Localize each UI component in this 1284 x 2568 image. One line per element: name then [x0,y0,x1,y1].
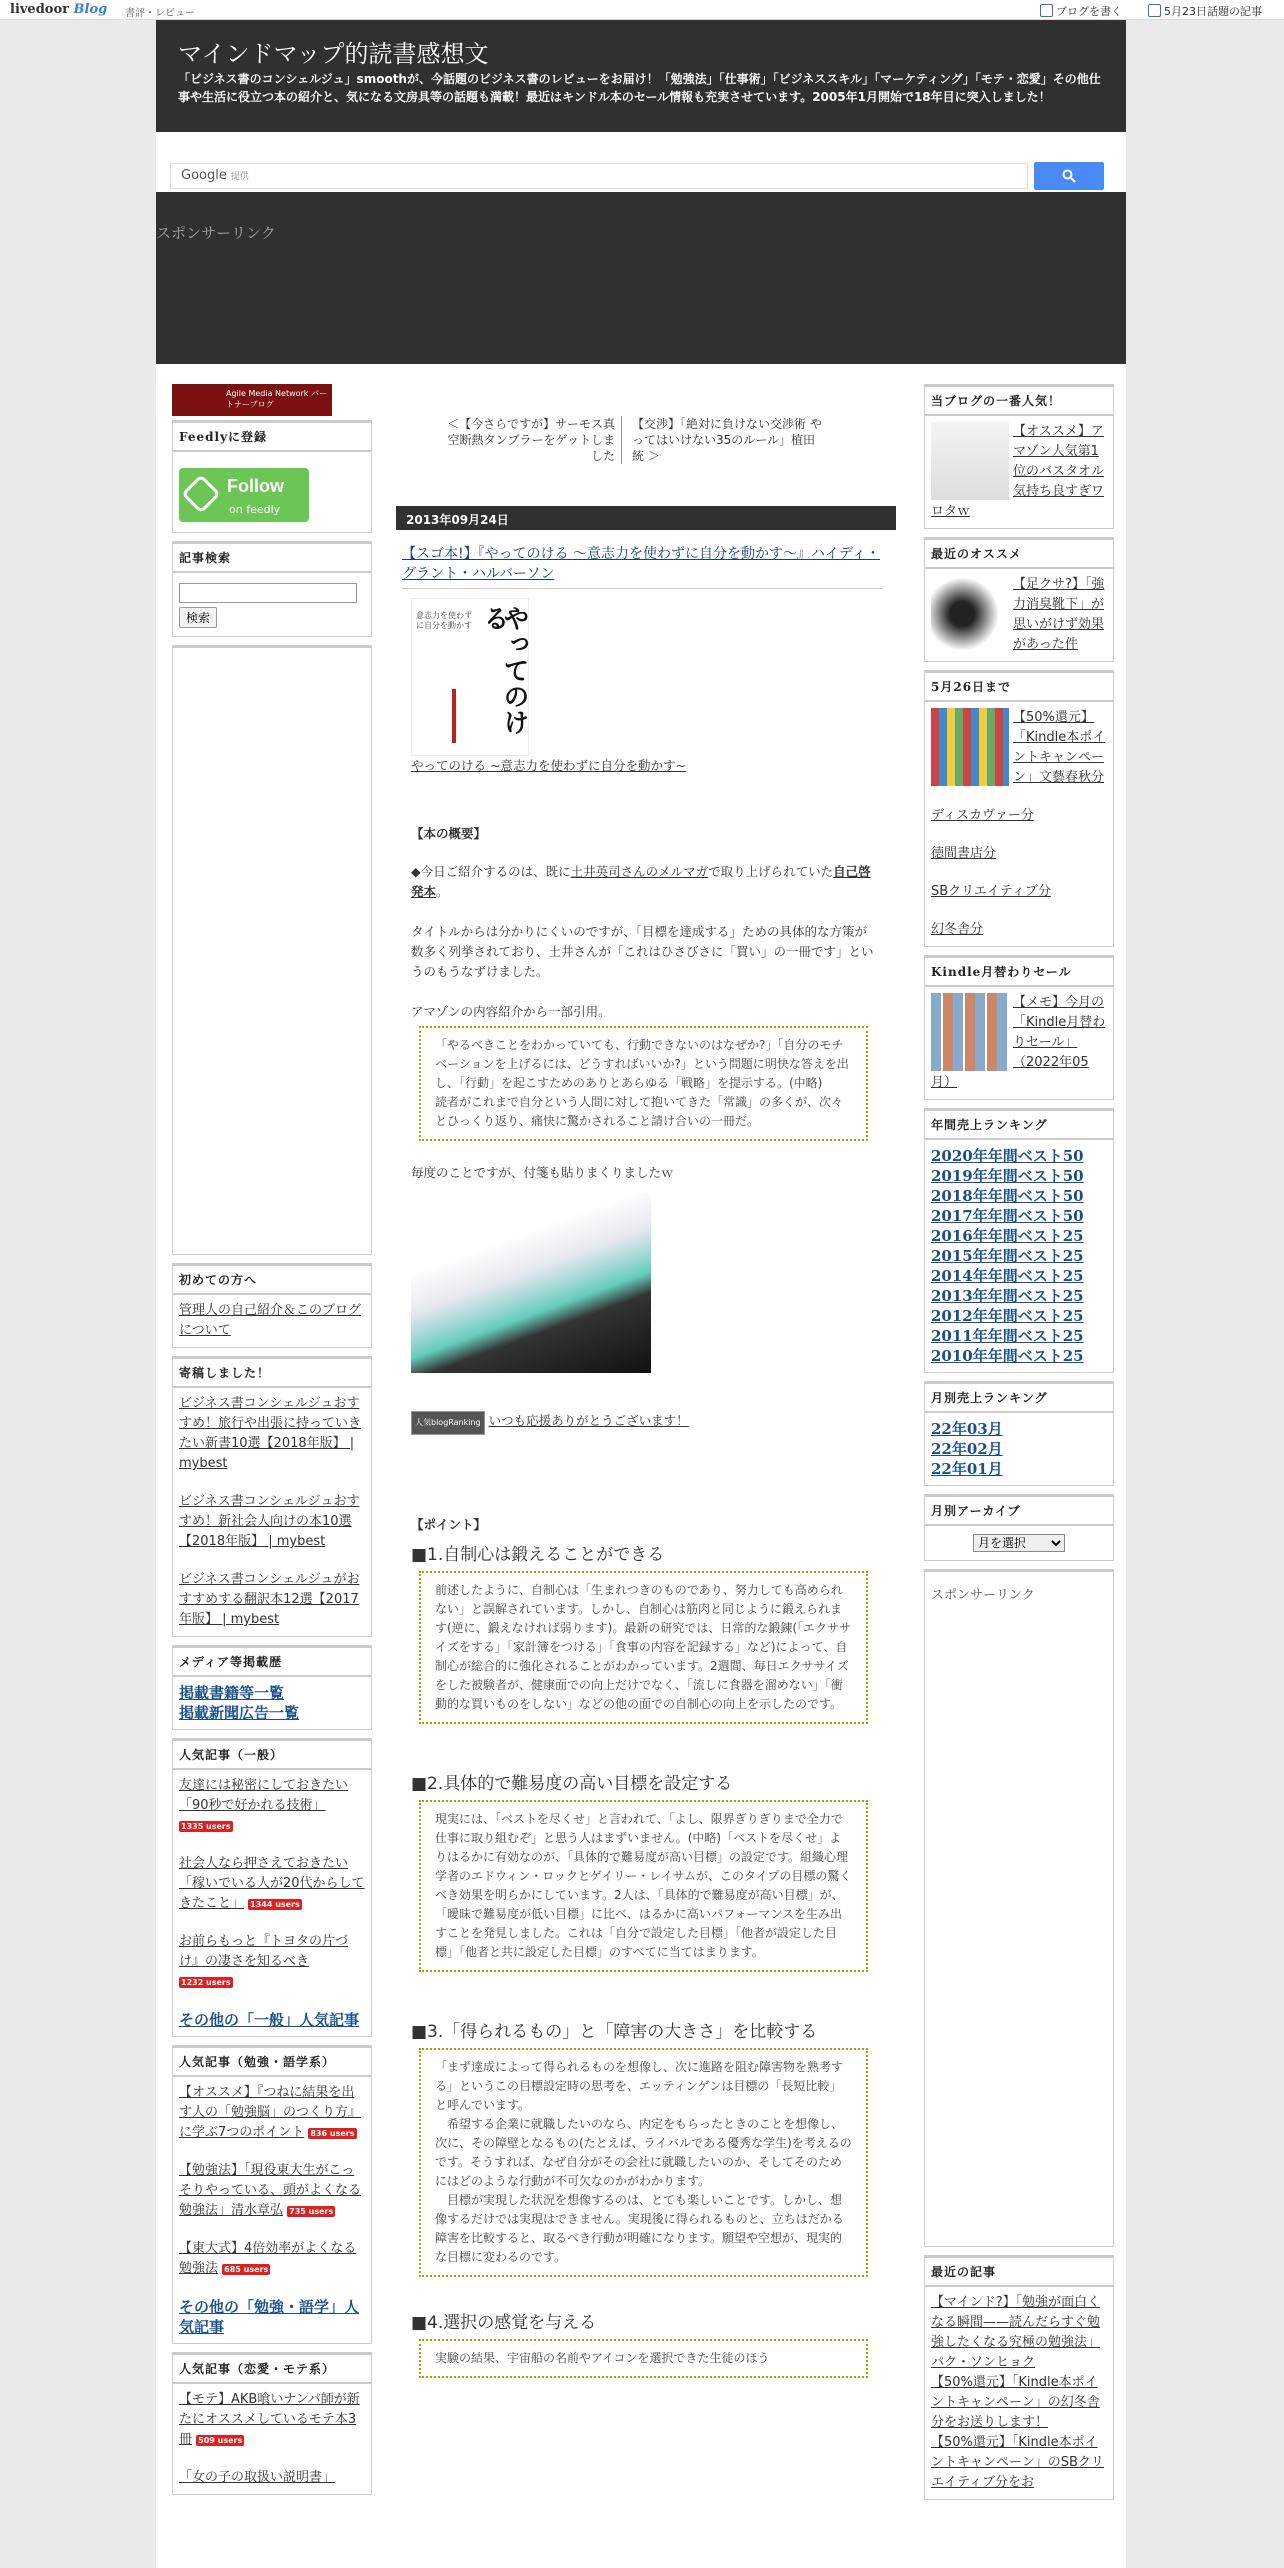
recent-article-link[interactable]: 【50%還元】「Kindle本ポイントキャンペーン」の幻冬舎分をお送りします！ [931,2375,1100,2430]
list-item[interactable] [179,1854,365,1914]
book-cover-title: やってのける [479,605,529,735]
section-points: 【ポイント】 [411,1517,487,1532]
topic-articles-link[interactable]: 5月23日話題の記事 [1148,3,1262,19]
list-item[interactable] [179,2390,365,2450]
list-item[interactable] [179,2161,365,2221]
paragraph: 毎度のことですが、付箋も貼りまくりましたｗ [411,1165,674,1180]
monthly-ranking-link[interactable]: 22年03月 [931,1420,1003,1438]
blockquote: 現実には、「ベストを尽くせ」と言われて、「よし、限界ぎりぎりまで全力で仕事に取り組むぞ」と思う人はまずいません。(中略)「ベストを尽くせ」よりはるかに有効なのが、「具体的で難易度が高い目標」の設定です。組織心理学者のエドウィン・ロックとゲイリー・レイサムが、このタイプの目標の驚くべき効果を明らかにしています。2人は、「具体的で難易度が高い目標」が、「曖昧で難易度が低い目標」に比べ、はるかに高いパフォーマンスを生み出すことを発見しました。これは「自分で設定した目標」「他者が設定した目標」「他者と共に設定した目標」のすべてに当てはまります。 [419,1800,868,1972]
sponsor-area [156,192,1126,364]
article-link[interactable]: 【足クサ?】「強力消臭靴下」が思いがけず効果があった件 [1013,577,1105,652]
media-ads-link[interactable]: 掲載新聞広告一覧 [179,1704,300,1722]
first-visitor-widget [172,1263,372,1348]
yearly-ranking-link[interactable]: 2018年年間ベスト50 [931,1187,1084,1205]
feedly-icon [181,474,221,514]
blockquote: 「まず達成によって得られるものを想像し、次に進路を阻む障害物を熟考する」というこの目標設定時の思考を、エッティンゲンは目標の「長短比較」と呼んでいます。 希望する企業に就職したいのなら、内定をもらったときのことを想像し、次に、その障壁となるもの(たとえば、ライバルである優秀な学生)を考えるのです。そうすれば、なぜ自分がその会社に就職したいのか、そしてそのためにはどのような行動が不可欠なのかがわかります。 目標が実現した状況を想像するのは、とても楽しいことです。しかし、想像するだけでは実現はできません。実現後に得られるものと、立ちはだかる障害を比較すると、取るべき行動が明確になります。願望や空想が、現実的な目標に変わるのです。 [419,2048,868,2277]
post-title-link[interactable]: 【スゴ本!】『やってのける ～意志力を使わずに自分を動かす～』ハイディ・グラント・ハルバーソン [402,546,880,582]
section-overview: 【本の概要】 [411,826,487,841]
prev-post-link[interactable]: ＜【今さらですが】サーモス真空断熱タンブラーをゲットしました [436,416,622,464]
ranking-link[interactable]: いつも応援ありがとうございます！ [488,1413,689,1428]
article-link[interactable]: 【50%還元】「Kindle本ポイントキャンペーン」文藝春秋分 [1013,710,1106,785]
point-heading: ■2.具体的で難易度の高い目標を設定する [411,1774,733,1794]
article-link[interactable]: 【モテ】AKB喰いナンパ師が新たにオススメしているモテ本3冊 [179,2392,360,2447]
blog-description: 「ビジネス書のコンシェルジュ」smoothが、今話題のビジネス書のレビューをお届け！「勉強法」「仕事術」「ビジネススキル」「マーケティング」「モテ・恋愛」その他仕事や生活に役立つ本の紹介と、気になる文房具等の話題も満載！最近はキンドル本のセール情報も充実させています。2005年1月開始で18年目に突入しました！ [178,72,1101,104]
list-item[interactable] [179,1932,365,1992]
hatena-users-badge: 735 users [289,2207,334,2216]
article-link[interactable]: 【勉強法】「現役東大生がこっそりやっている、頭がよくなる勉強法」清水章弘 [179,2163,362,2218]
article-search-button[interactable]: 検索 [179,607,217,628]
feedly-follow-button[interactable] [179,468,309,522]
book-cover-image[interactable] [411,598,529,756]
yearly-ranking-link[interactable]: 2020年年間ベスト50 [931,1147,1084,1165]
sale-link[interactable]: 徳間書店分 [931,846,997,861]
contrib-link[interactable]: ビジネス書コンシェルジュおすすめ！新社会人向けの本10選【2018年版】 | mybest [179,1494,360,1549]
recent-article-link[interactable]: 【50%還元】「Kindle本ポイントキャンペーン」のSBクリエイティブ分をお [931,2435,1104,2490]
widget-title: Kindle月替わりセール [925,958,1113,987]
ranking-row [411,1411,876,1435]
widget-title: 月別アーカイブ [925,1497,1113,1526]
sponsor-label: スポンサーリンク [931,1588,1035,1603]
sticky-notes-photo[interactable] [411,1193,651,1373]
article-link[interactable]: 【東大式】4倍効率がよくなる勉強法 [179,2241,357,2276]
blog-header [156,20,1126,132]
yearly-ranking-link[interactable]: 2015年年間ベスト25 [931,1247,1084,1265]
yearly-ranking-widget [924,1108,1114,1373]
widget-title: 寄稿しました！ [173,1359,371,1388]
widget-title: 人気記事（勉強・語学系） [173,2048,371,2077]
monthly-ranking-link[interactable]: 22年01月 [931,1460,1003,1478]
sale-link[interactable]: ディスカヴァー分 [931,808,1034,823]
top-bar [0,0,1284,20]
article-link[interactable]: 「女の子の取扱い説明書」 [179,2470,336,2485]
article-link[interactable]: 【オススメ】『つねに結果を出す人の「勉強脳」のつくり方』に学ぶ7つのポイント [179,2085,362,2140]
left-sidebar [172,384,372,2503]
monthly-ranking-widget [924,1381,1114,1486]
more-general-link[interactable]: その他の「一般」人気記事 [179,2011,360,2029]
widget-title: 記事検索 [173,544,371,573]
widget-title: 最近の記事 [925,2258,1113,2287]
point-heading: ■1.自制心は鍛えることができる [411,1545,665,1565]
hatena-users-badge: 836 users [310,2129,355,2138]
article-link[interactable]: 友達には秘密にしておきたい「90秒で好かれる技術」 [179,1778,349,1813]
blockquote: 前述したように、自制心は「生まれつきのものであり、努力しても高められない」と誤解されています。しかし、自制心は筋肉と同じように鍛えられます(逆に、鍛えなければ弱ります)。最新の研究では、日常的な鍛錬(「エクササイズをする」「家計簿をつける」「食事の内容を記録する」など)によって、自制心が総合的に強化されることがわかっています。2週間、毎日エクササイズをした被験者が、健康面での向上だけでなく、「流しに食器を溜めない」「衝動的な買いものをしない」などの他の面での自制心の向上を示したのです。 [419,1571,868,1724]
contrib-link[interactable]: ビジネス書コンシェルジュおすすめ！旅行や出張に持っていきたい新書10選【2018年版】 | mybest [179,1396,362,1471]
sale-widget [924,670,1114,947]
kindle-books-thumbnail[interactable] [931,708,1009,786]
livedoor-logo[interactable]: livedoor Blog [10,2,108,17]
yearly-ranking-link[interactable]: 2011年年間ベスト25 [931,1327,1084,1345]
list-item[interactable] [179,2468,365,2488]
widget-title: 当ブログの一番人気！ [925,387,1113,416]
widget-title: 初めての方へ [173,1266,371,1295]
write-blog-link[interactable]: ブログを書く [1040,3,1122,19]
sale-link[interactable]: 幻冬舎分 [931,922,984,937]
self-help-link[interactable]: 自己啓発本 [411,864,871,899]
amn-banner[interactable]: Agile Media Network パートナーブログ [172,384,332,416]
widget-title: 人気記事（恋愛・モテ系） [173,2355,371,2384]
kindle-sale-thumbnail[interactable] [931,993,1009,1071]
search-icon [1062,169,1076,183]
widget-title: メディア等掲載歴 [173,1648,371,1677]
point-heading: ■3.「得られるもの」と「障害の大きさ」を比較する [411,2022,818,2042]
book-link[interactable]: やってのける ~意志力を使わずに自分を動かす~ [411,758,686,773]
popular-study-widget [172,2045,372,2344]
hatena-users-badge: 1232 users [181,1978,231,1987]
popular-general-widget [172,1738,372,2037]
point-heading: ■4.選択の感覚を与える [411,2313,597,2333]
article-link[interactable]: 【オススメ】アマゾン人気第1位のバスタオル気持ち良すぎワロタｗ [931,424,1105,519]
blog-title[interactable]: マインドマップ的読書感想文 [178,40,489,68]
towel-thumbnail[interactable] [931,422,1009,500]
sponsor-label: スポンサーリンク [156,224,276,242]
google-logo: Google 提供 [181,168,249,183]
follow-label: Follow [227,476,284,496]
book-cover-subtitle: 意志力を使わずに自分を動かす [416,611,472,630]
widget-title: Feedlyに登録 [173,423,371,452]
list-item[interactable] [179,2239,365,2279]
paragraph: ◆今日ご紹介するのは、既に土井英司さんのメルマガで取り上げられていた自己啓発本。 [411,864,871,899]
socks-thumbnail[interactable] [931,575,1009,653]
yearly-ranking-link[interactable]: 2017年年間ベスト50 [931,1207,1084,1225]
paragraph: アマゾンの内容紹介から一部引用。 [411,1004,611,1019]
post-body [411,574,876,2378]
right-sidebar [924,384,1114,2508]
post-date: 2013年09月24日 [396,506,896,530]
popular-love-widget [172,2352,372,2495]
about-link[interactable]: 管理人の自己紹介＆このブログについて [179,1303,362,1338]
blockquote: 実験の結果、宇宙船の名前やアイコンを選択できた生徒のほう [419,2339,868,2378]
more-study-link[interactable]: その他の「勉強・語学」人気記事 [179,2298,360,2336]
main-content [396,384,896,2365]
contribution-widget [172,1356,372,1637]
article-link[interactable]: 社会人なら押さえておきたい「稼いでいる人が20代からしてきたこと」 [179,1856,365,1911]
widget-title: 5月26日まで [925,673,1113,702]
yearly-ranking-link[interactable]: 2012年年間ベスト25 [931,1307,1084,1325]
next-post-link[interactable]: 【交渉】「絶対に負けない交渉術 やってはいけない35のルール」植田 統 ＞ [632,417,822,463]
monthly-ranking-link[interactable]: 22年02月 [931,1440,1003,1458]
hatena-users-badge: 509 users [198,2436,243,2445]
hatena-users-badge: 1335 users [181,1822,231,1831]
recent-article-link[interactable]: 【マインド?】「勉強が面白くなる瞬間——読んだらすぐ勉強したくなる究極の勉強法」パク・ソンヒョク [931,2295,1101,2370]
media-widget [172,1645,372,1730]
widget-title: 年間売上ランキング [925,1111,1113,1140]
blank-widget [172,645,372,1255]
yearly-ranking-link[interactable]: 2014年年間ベスト25 [931,1267,1084,1285]
contrib-link[interactable]: ビジネス書コンシェルジュがおすすめする翻訳本12選【2017年版】 | mybest [179,1572,360,1627]
calendar-icon [1148,4,1161,17]
category-label[interactable]: 書評・レビュー [125,8,195,19]
blockquote: 「やるべきことをわかっていても、行動できないのはなぜか?」「自分のモチベーションを上げるには、どうすればいいか?」という問題に明快な答えを出し、「行動」を起こすためのありとあらゆる「戦略」を提示する。(中略) 読者がこれまで自分という人間に対して抱いてきた「常識」の多くが、次々とひっくり返り、痛快に驚かされること請け合いの一冊だ。 [419,1026,868,1141]
widget-title: 最近のオススメ [925,540,1113,569]
paragraph: タイトルからは分かりにくいのですが、「目標を達成する」ための具体的な方策が数多く列挙されており、土井さんが「これはひさびさに「買い」の一冊です」というのもうなずけました。 [411,924,874,979]
feedly-widget [172,420,372,533]
google-search-input[interactable] [170,163,1028,189]
latest-recommend-widget [924,537,1114,662]
hatena-users-badge: 1344 users [250,1900,300,1909]
article-search-input[interactable] [179,583,357,603]
recent-articles-widget [924,2255,1114,2500]
archive-widget [924,1494,1114,1561]
yearly-ranking-link[interactable]: 2016年年間ベスト25 [931,1227,1084,1245]
widget-title: 月別売上ランキング [925,1384,1113,1413]
pencil-icon [1040,4,1053,17]
widget-title: 人気記事（一般） [173,1741,371,1770]
yearly-ranking-link[interactable]: 2019年年間ベスト50 [931,1167,1084,1185]
article-search-widget [172,541,372,637]
doi-mailmag-link[interactable]: 土井英司さんのメルマガ [570,864,709,879]
sponsor-widget [924,1569,1114,2247]
media-books-link[interactable]: 掲載書籍等一覧 [179,1684,285,1702]
ranking-banner[interactable]: 人気blogRanking [411,1411,485,1435]
sale-link[interactable]: SBクリエイティブ分 [931,884,1051,899]
yearly-ranking-link[interactable]: 2013年年間ベスト25 [931,1287,1084,1305]
yearly-ranking-link[interactable]: 2010年年間ベスト25 [931,1347,1084,1365]
kindle-monthly-widget [924,955,1114,1100]
post-navigation [396,384,896,464]
list-item[interactable] [179,1776,365,1836]
top-popular-widget [924,384,1114,529]
blog-page [156,20,1126,2568]
google-search-button[interactable] [1034,162,1104,190]
list-item[interactable] [179,2083,365,2143]
hatena-users-badge: 685 users [224,2265,269,2274]
archive-select[interactable] [973,1534,1065,1552]
article-link[interactable]: お前らもっと『トヨタの片づけ』の凄さを知るべき [179,1934,349,1969]
on-feedly-label: on feedly [229,503,281,516]
article-link[interactable]: 【メモ】今月の「Kindle月替わりセール」（2022年05月） [931,995,1106,1090]
